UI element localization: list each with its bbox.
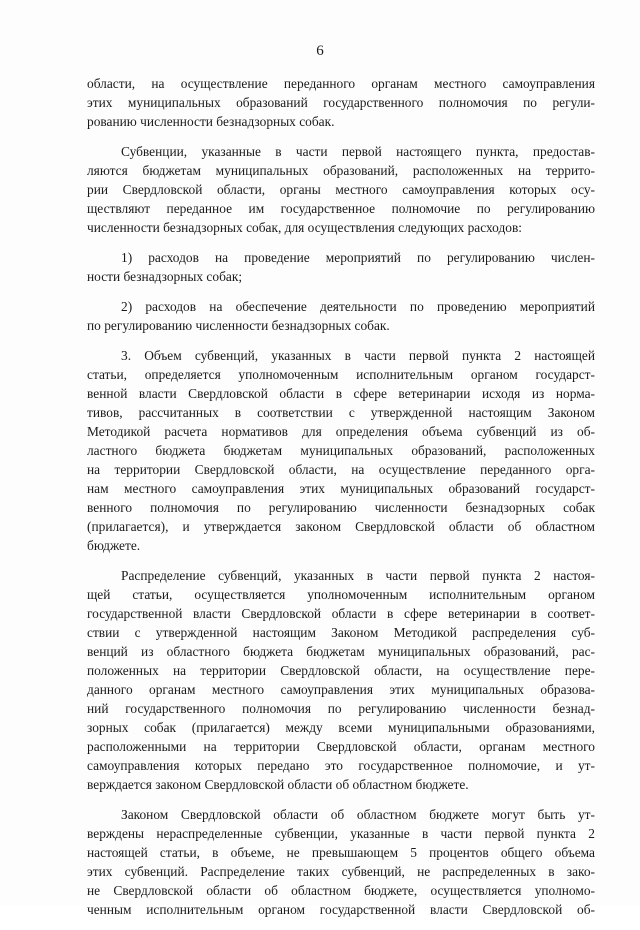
text-line: этих муниципальных образований государственного полномочия по регули- — [87, 95, 595, 110]
paragraph-continuation — [87, 74, 595, 131]
text-line: верждены нераспределенные субвенции, указанные в части первой пункта 2 — [87, 826, 595, 841]
list-item-1 — [87, 248, 595, 286]
text-line: этих субвенций. Распределение таких субвенций, не распределенных в зако- — [87, 864, 595, 879]
text-line: Методикой расчета нормативов для определения объема субвенций из об- — [87, 424, 595, 439]
paragraph-distribution — [87, 566, 595, 794]
text-line: ний государственного полномочия по регулированию численности безнад- — [87, 701, 595, 716]
text-line: области, на осуществление переданного органам местного самоуправления — [87, 76, 595, 91]
page-number: 6 — [316, 43, 324, 59]
text-line: ствии с утвержденной настоящим Законом Методикой распределения суб- — [87, 625, 595, 640]
text-line: государственной власти Свердловской области в сфере ветеринарии в соответ- — [87, 606, 595, 621]
text-line: тивов, рассчитанных в соответствии с утвержденной настоящим Законом — [87, 405, 595, 420]
text-line: ченным исполнительным органом государственной власти Свердловской об- — [87, 902, 595, 917]
document-body — [87, 74, 595, 930]
text-line: ляются бюджетам муниципальных образований, расположенных на террито- — [87, 163, 595, 178]
text-line: ности безнадзорных собак; — [87, 269, 243, 284]
text-line: расположенными на территории Свердловской области, органам местного — [87, 739, 595, 754]
text-line: Законом Свердловской области об областном бюджете могут быть ут- — [121, 807, 595, 822]
text-line: 3. Объем субвенций, указанных в части первой пункта 2 настоящей — [121, 348, 595, 363]
text-line: щей статьи, осуществляется уполномоченным исполнительным органом — [87, 587, 595, 602]
text-line: ластного бюджета бюджетам муниципальных образований, расположенных — [87, 443, 595, 458]
text-line: на территории Свердловской области, на осуществление переданного орга- — [87, 462, 595, 477]
text-line: не Свердловской области об областном бюджете, осуществляется уполномо- — [87, 883, 595, 898]
text-line: венной власти Свердловской области в сфере ветеринарии исходя из норма- — [87, 386, 595, 401]
text-line: рии Свердловской области, органы местного самоуправления которых осу- — [87, 182, 595, 197]
text-line: нам местного самоуправления этих муниципальных образований государст- — [87, 481, 595, 496]
text-line: данного органам местного самоуправления этих муниципальных образова- — [87, 682, 595, 697]
text-line: (прилагается), и утверждается законом Свердловской области об областном — [87, 519, 595, 534]
text-line: численности безнадзорных собак, для осуществления следующих расходов: — [87, 220, 523, 235]
paragraph-undistributed — [87, 805, 595, 919]
text-line: 1) расходов на проведение мероприятий по регулированию числен- — [121, 250, 595, 265]
text-line: статьи, определяется уполномоченным исполнительным органом государст- — [87, 367, 595, 382]
text-line: бюджете. — [87, 538, 141, 553]
paragraph-subventions — [87, 142, 595, 237]
text-line: верждается законом Свердловской области об областном бюджете. — [87, 777, 469, 792]
paragraph-point-3 — [87, 346, 595, 555]
text-line: венного полномочия по регулированию численности безнадзорных собак — [87, 500, 595, 515]
text-line: рованию численности безнадзорных собак. — [87, 114, 335, 129]
text-line: по регулированию численности безнадзорных собак. — [87, 318, 390, 333]
text-line: самоуправления которых передано это государственное полномочие, и ут- — [87, 758, 595, 773]
text-line: Субвенции, указанные в части первой настоящего пункта, предостав- — [121, 144, 595, 159]
text-line: настоящей статьи, в объеме, не превышающем 5 процентов общего объема — [87, 845, 595, 860]
text-line: Распределение субвенций, указанных в части первой пункта 2 настоя- — [121, 568, 595, 583]
text-line: венций из областного бюджета бюджетам муниципальных образований, рас- — [87, 644, 595, 659]
text-line: зорных собак (прилагается) между всеми муниципальными образованиями, — [87, 720, 595, 735]
list-item-2 — [87, 297, 595, 335]
text-line: 2) расходов на обеспечение деятельности по проведению мероприятий — [121, 299, 595, 314]
text-line: положенных на территории Свердловской области, на осуществление пере- — [87, 663, 595, 678]
text-line: ществляют переданное им государственное полномочие по регулированию — [87, 201, 595, 216]
